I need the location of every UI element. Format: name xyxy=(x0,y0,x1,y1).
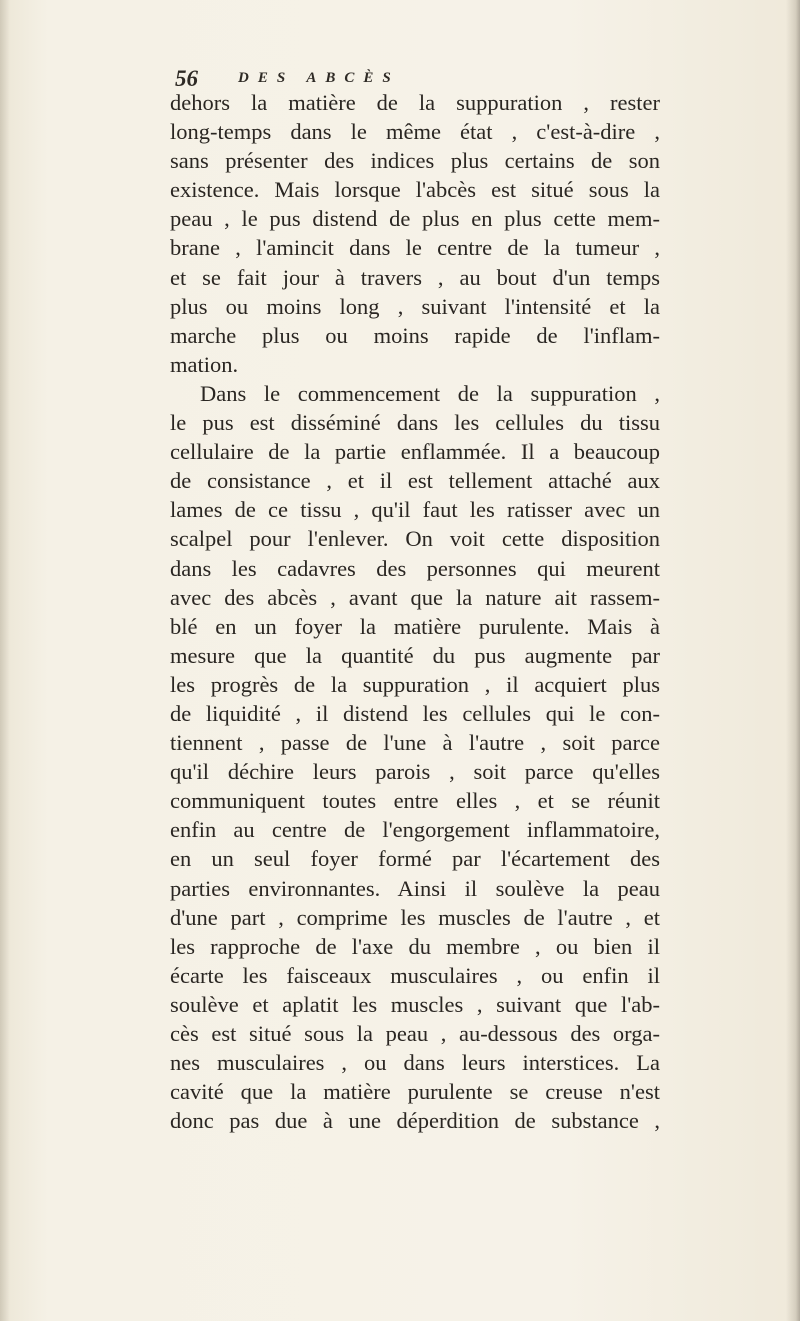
page-number: 56 xyxy=(175,66,198,91)
text-line: le pus est disséminé dans les cellules du tissu xyxy=(170,410,660,436)
text-line: de consistance , et il est tellement attaché aux xyxy=(170,468,660,494)
text-line: parties environnantes. Ainsi il soulève la peau xyxy=(170,875,660,901)
text-line: donc pas due à une déperdition de substance , xyxy=(170,1108,660,1134)
page-binding-shadow xyxy=(0,0,10,1321)
text-line: communiquent toutes entre elles , et se réunit xyxy=(170,788,660,814)
text-line: qu'il déchire leurs parois , soit parce qu'elles xyxy=(170,759,660,785)
text-line: existence. Mais lorsque l'abcès est situé sous la xyxy=(170,177,660,203)
body-text xyxy=(170,88,660,1135)
text-line: nes musculaires , ou dans leurs interstices. La xyxy=(170,1050,660,1076)
text-line: sans présenter des indices plus certains de son xyxy=(170,148,660,174)
text-line: avec des abcès , avant que la nature ait rassem- xyxy=(170,584,660,610)
text-line: de liquidité , il distend les cellules qui le con- xyxy=(170,700,660,726)
text-line: long-temps dans le même état , c'est-à-dire , xyxy=(170,119,660,145)
text-line: en un seul foyer formé par l'écartement des xyxy=(170,846,660,872)
text-line: soulève et aplatit les muscles , suivant que l'ab- xyxy=(170,991,660,1017)
text-line: d'une part , comprime les muscles de l'autre , et xyxy=(170,904,660,930)
text-line: cès est situé sous la peau , au-dessous des orga- xyxy=(170,1021,660,1046)
text-line: marche plus ou moins rapide de l'inflam- xyxy=(170,322,660,348)
text-line: cavité que la matière purulente se creuse n'est xyxy=(170,1079,660,1105)
paragraph-end-line: mation. xyxy=(170,351,239,377)
text-line: dehors la matière de la suppuration , rester xyxy=(170,90,660,115)
text-line: enfin au centre de l'engorgement inflammatoire, xyxy=(170,817,660,843)
text-line: tiennent , passe de l'une à l'autre , soit parce xyxy=(170,730,660,756)
text-line: brane , l'amincit dans le centre de la tumeur , xyxy=(170,235,660,261)
text-line: lames de ce tissu , qu'il faut les ratisser avec un xyxy=(170,497,660,523)
text-line: blé en un foyer la matière purulente. Mais à xyxy=(170,613,660,639)
text-line: plus ou moins long , suivant l'intensité et la xyxy=(170,293,660,319)
text-line: peau , le pus distend de plus en plus cette mem- xyxy=(170,206,660,232)
paragraph-start-line: Dans le commencement de la suppuration , xyxy=(200,380,660,406)
text-line: scalpel pour l'enlever. On voit cette disposition xyxy=(170,526,660,552)
text-line: les rapproche de l'axe du membre , ou bien il xyxy=(170,933,660,959)
running-head: DES ABCÈS xyxy=(238,70,400,86)
text-line: mesure que la quantité du pus augmente par xyxy=(170,642,660,668)
text-line: les progrès de la suppuration , il acquiert plus xyxy=(170,671,660,697)
page-edge-shadow xyxy=(786,0,800,1321)
text-line: et se fait jour à travers , au bout d'un temps xyxy=(170,264,660,290)
text-line: dans les cadavres des personnes qui meurent xyxy=(170,555,660,581)
text-line: cellulaire de la partie enflammée. Il a beaucoup xyxy=(170,439,660,465)
text-line: écarte les faisceaux musculaires , ou enfin il xyxy=(170,962,660,988)
